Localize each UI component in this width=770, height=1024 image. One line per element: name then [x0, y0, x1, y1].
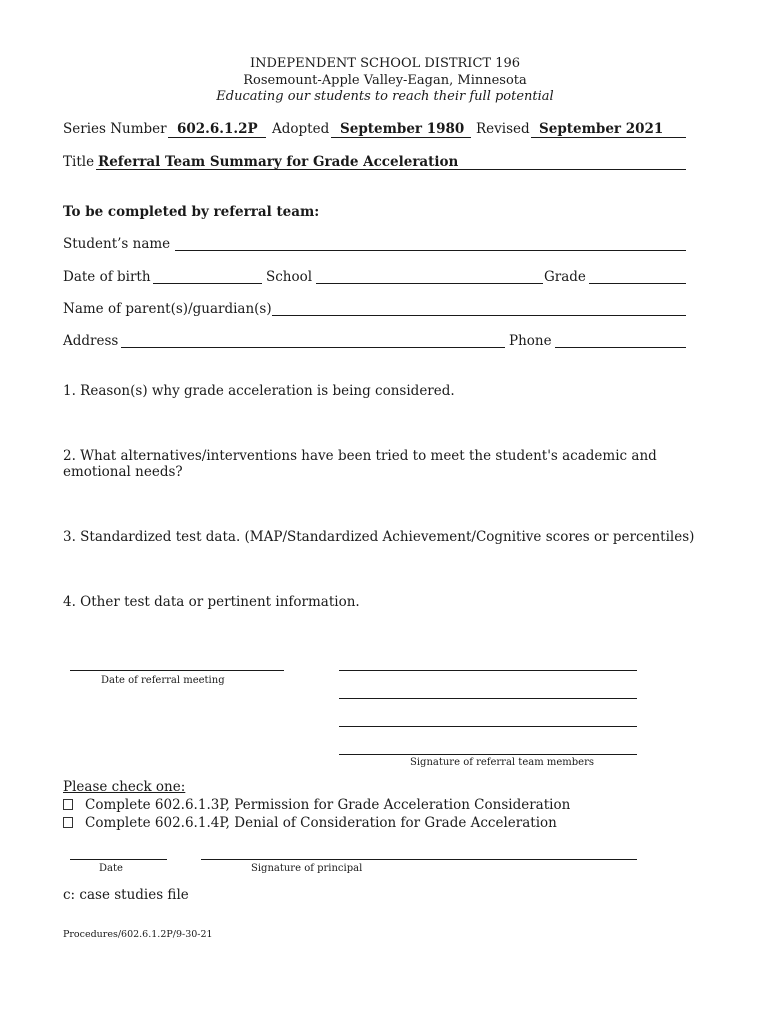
revised-date: September 2021 [539, 121, 664, 137]
student-name-field[interactable] [175, 250, 686, 251]
meeting-date-label: Date of referral meeting [101, 675, 225, 686]
team-signature-line-2[interactable] [339, 698, 637, 699]
grade-field[interactable] [589, 283, 686, 284]
school-field[interactable] [316, 283, 543, 284]
check-option-permission[interactable] [63, 797, 570, 813]
address-label: Address [63, 333, 119, 349]
adopted-label: Adopted [272, 121, 330, 137]
parents-label: Name of parent(s)/guardian(s) [63, 301, 272, 317]
check-option-denial[interactable] [63, 815, 557, 831]
school-label: School [266, 269, 313, 285]
dob-field[interactable] [153, 283, 262, 284]
principal-date-label: Date [99, 863, 123, 874]
title-label: Title [63, 154, 95, 170]
team-signature-line-4[interactable] [339, 754, 637, 755]
team-heading: To be completed by referral team: [63, 204, 320, 220]
adopted-date: September 1980 [340, 121, 465, 137]
series-number: 602.6.1.2P [177, 121, 258, 137]
checkbox-permission[interactable] [63, 799, 73, 810]
revised-label: Revised [476, 121, 530, 137]
document-title: Referral Team Summary for Grade Acceleration [98, 154, 459, 170]
phone-field[interactable] [555, 347, 686, 348]
question-1: 1. Reason(s) why grade acceleration is being considered. [63, 383, 455, 399]
question-2: 2. What alternatives/interventions have been tried to meet the student's academic and emotional needs? [63, 448, 657, 480]
district-name: INDEPENDENT SCHOOL DISTRICT 196 [249, 56, 521, 71]
phone-label: Phone [509, 333, 552, 349]
series-row [63, 121, 167, 137]
option-permission-label: Complete 602.6.1.3P, Permission for Grade Acceleration Consideration [85, 797, 571, 813]
option-denial-label: Complete 602.6.1.4P, Denial of Consideration for Grade Acceleration [85, 815, 557, 831]
student-name-label: Student’s name [63, 236, 171, 252]
principal-signature-line[interactable] [201, 859, 637, 860]
team-signature-line-1[interactable] [339, 670, 637, 671]
dob-label: Date of birth [63, 269, 151, 285]
principal-date-line[interactable] [70, 859, 167, 860]
cc-note: c: case studies file [63, 887, 189, 903]
checkbox-denial[interactable] [63, 817, 73, 828]
team-signature-line-3[interactable] [339, 726, 637, 727]
parents-field[interactable] [272, 315, 686, 316]
series-label: Series Number [63, 121, 167, 137]
district-motto: Educating our students to reach their full potential [216, 89, 554, 104]
grade-label: Grade [544, 269, 586, 285]
principal-signature-label: Signature of principal [251, 863, 363, 874]
footer-reference: Procedures/602.6.1.2P/9-30-21 [63, 929, 213, 940]
team-signature-label: Signature of referral team members [410, 757, 594, 768]
check-heading: Please check one: [63, 779, 186, 795]
question-3: 3. Standardized test data. (MAP/Standardized Achievement/Cognitive scores or percentiles) [63, 529, 695, 545]
district-location: Rosemount-Apple Valley-Eagan, Minnesota [243, 73, 527, 88]
meeting-date-line[interactable] [70, 670, 284, 671]
address-field[interactable] [121, 347, 505, 348]
question-4: 4. Other test data or pertinent information. [63, 594, 360, 610]
